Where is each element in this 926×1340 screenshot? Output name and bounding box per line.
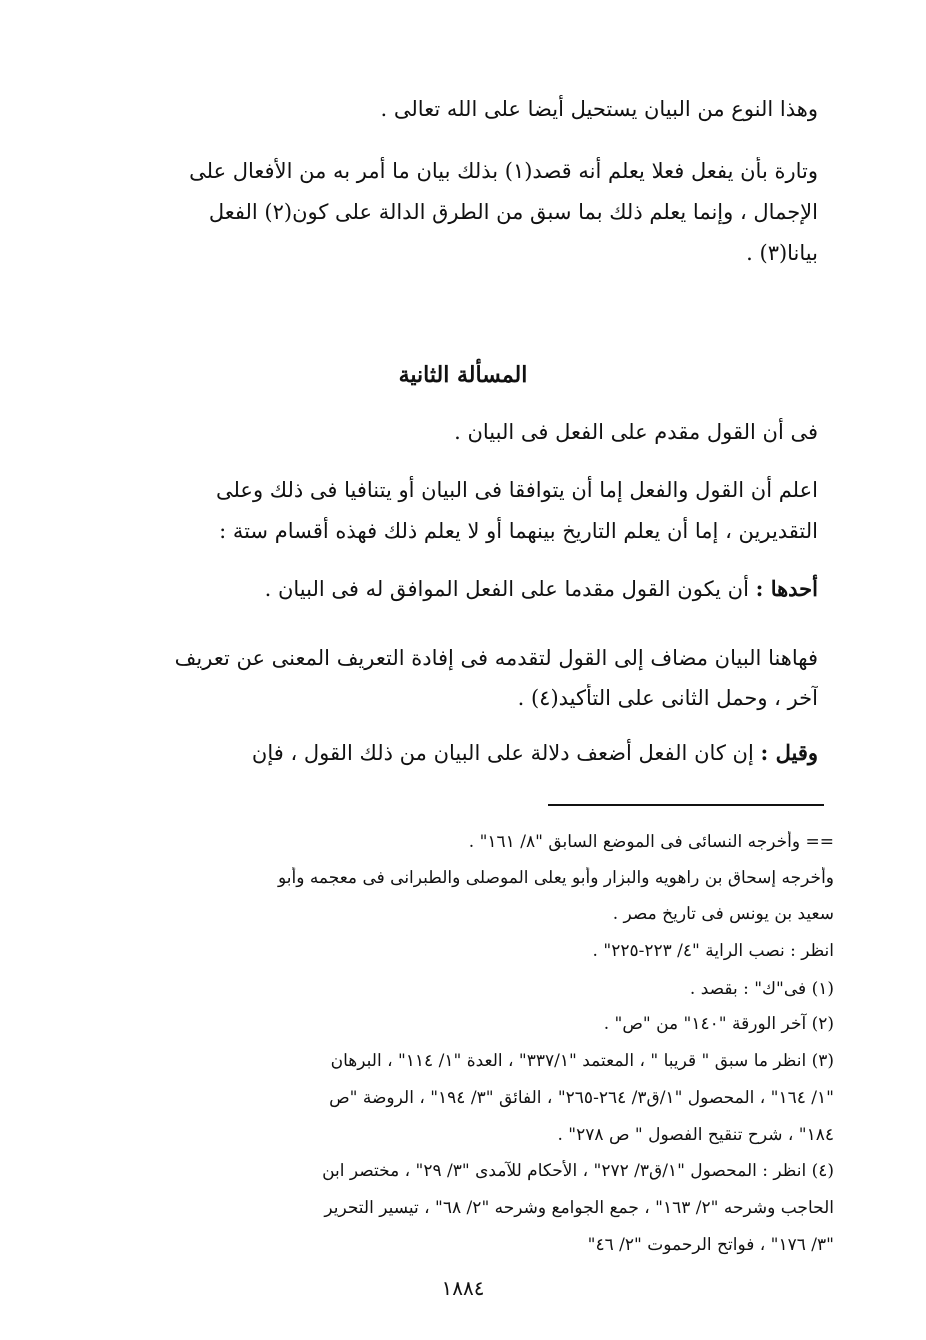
section-subtitle: فى أن القول مقدم على الفعل فى البيان . <box>454 420 818 444</box>
footnote-line: انظر : نصب الراية "٤/ ٢٢٣-٢٢٥" . <box>592 941 834 961</box>
footnote-divider <box>548 804 824 806</box>
paragraph-line: الإجمال ، وإنما يعلم ذلك بما سبق من الطرق الدالة على كون(٢) الفعل <box>208 200 818 224</box>
paragraph-line: وتارة بأن يفعل فعلا يعلم أنه قصد(١) بذلك بيان ما أمر به من الأفعال على <box>189 159 818 183</box>
footnote-line: (١) فى"ك" : بقصد . <box>689 979 834 999</box>
footnote-line: ١٨٤" ، شرح تنقيح الفصول " ص ٢٧٨" . <box>557 1125 834 1145</box>
footnote-line: == وأخرجه النسائى فى الموضع السابق "٨/ ١٦١" . <box>468 832 834 852</box>
term-text: إن كان الفعل أضعف دلالة على البيان من ذلك القول ، فإن <box>251 741 754 765</box>
paragraph-line <box>108 574 818 604</box>
paragraph-line: بيانا(٣) . <box>746 241 818 265</box>
paragraph-line: فهاهنا البيان مضاف إلى القول لتقدمه فى إفادة التعريف المعنى عن تعريف <box>174 646 818 670</box>
paragraph-line: وهذا النوع من البيان يستحيل أيضا على الله تعالى . <box>380 97 818 121</box>
footnote-line: وأخرجه إسحاق بن راهويه والبزار وأبو يعلى الموصلى والطبرانى فى معجمه وأبو <box>277 868 834 888</box>
footnote-line: الحاجب وشرحه "٢/ ١٦٣" ، جمع الجوامع وشرحه "٢/ ٦٨" ، تيسير التحرير <box>324 1198 834 1218</box>
footnote-line: (٣) انظر ما سبق " قريبا " ، المعتمد "٣٣٧/١" ، العدة "١/ ١١٤" ، البرهان <box>330 1051 834 1071</box>
term-label: أحدها : <box>755 576 818 601</box>
footnote-line: "١/ ١٦٤" ، المحصول "١/ق٣/ ٢٦٤-٢٦٥" ، الفائق "٣/ ١٩٤" ، الروضة "ص <box>329 1088 834 1108</box>
paragraph-line: التقديرين ، إما أن يعلم التاريخ بينهما أو لا يعلم ذلك فهذه أقسام ستة : <box>219 519 818 543</box>
paragraph-line: آخر ، وحمل الثانى على التأكيد(٤) . <box>517 686 818 710</box>
section-heading: المسألة الثانية <box>398 362 528 388</box>
term-text: أن يكون القول مقدما على الفعل الموافق له فى البيان . <box>264 577 749 601</box>
footnote-line: (٤) انظر : المحصول "١/ق٣/ ٢٧٢" ، الأحكام للآمدى "٣/ ٢٩" ، مختصر ابن <box>322 1161 834 1181</box>
footnote-line: (٢) آخر الورقة "١٤٠" من "ص" . <box>603 1014 834 1034</box>
footnote-line: "٣/ ١٧٦" ، فواتح الرحموت "٢/ ٤٦" <box>587 1235 834 1255</box>
paragraph-line: اعلم أن القول والفعل إما أن يتوافقا فى البيان أو يتنافيا فى ذلك وعلى <box>215 478 818 502</box>
term-label: وقيل : <box>760 740 818 765</box>
paragraph-line <box>108 738 818 768</box>
page-number: ١٨٨٤ <box>441 1276 485 1300</box>
footnote-line: سعيد بن يونس فى تاريخ مصر . <box>612 904 834 924</box>
